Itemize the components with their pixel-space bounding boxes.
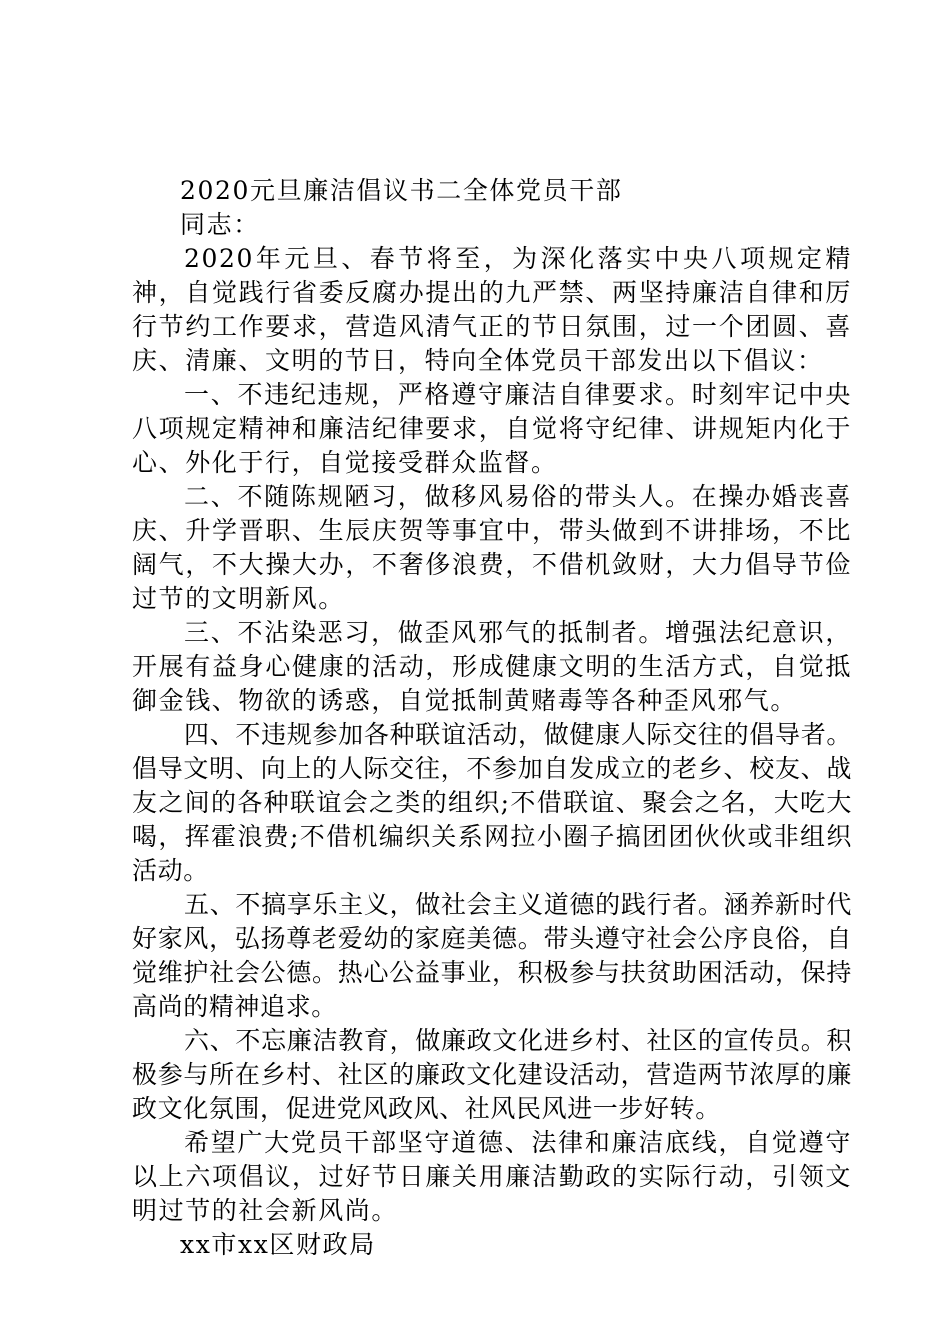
item-1-paragraph: 一、不违纪违规，严格遵守廉洁自律要求。时刻牢记中央八项规定精神和廉洁纪律要求，自觉将守纪律、讲规矩内化于心、外化于行，自觉接受群众监督。 <box>132 380 852 477</box>
document-body <box>132 174 852 1262</box>
greeting: 同志： <box>180 210 260 239</box>
item-5-paragraph: 五、不搞享乐主义，做社会主义道德的践行者。涵养新时代好家风，弘扬尊老爱幼的家庭美德。带头遵守社会公序良俗，自觉维护社会公德。热心公益事业，积极参与扶贫助困活动，保持高尚的精神追求。 <box>132 890 852 1021</box>
item-4-paragraph: 四、不违规参加各种联谊活动，做健康人际交往的倡导者。倡导文明、向上的人际交往，不参加自发成立的老乡、校友、战友之间的各种联谊会之类的组织;不借联谊、聚会之名，大吃大喝，挥霍浪费;不借机编织关系网拉小圈子搞团团伙伙或非组织活动。 <box>132 720 852 885</box>
signature: xx市xx区财政局 <box>180 1230 376 1259</box>
item-2-paragraph: 二、不随陈规陋习，做移风易俗的带头人。在操办婚丧喜庆、升学晋职、生辰庆贺等事宜中，带头做到不讲排场，不比阔气，不大操大办，不奢侈浪费，不借机敛财，大力倡导节俭过节的文明新风。 <box>132 482 852 613</box>
document-title: 2020元旦廉洁倡议书二全体党员干部 <box>180 176 623 205</box>
item-3-paragraph: 三、不沾染恶习，做歪风邪气的抵制者。增强法纪意识，开展有益身心健康的活动，形成健康文明的生活方式，自觉抵御金钱、物欲的诱惑，自觉抵制黄赌毒等各种歪风邪气。 <box>132 618 852 715</box>
item-6-paragraph: 六、不忘廉洁教育，做廉政文化进乡村、社区的宣传员。积极参与所在乡村、社区的廉政文化建设活动，营造两节浓厚的廉政文化氛围，促进党风政风、社风民风进一步好转。 <box>132 1026 852 1123</box>
intro-paragraph: 2020年元旦、春节将至，为深化落实中央八项规定精神，自觉践行省委反腐办提出的九严禁、两坚持廉洁自律和厉行节约工作要求，营造风清气正的节日氛围，过一个团圆、喜庆、清廉、文明的节日，特向全体党员干部发出以下倡议： <box>132 244 852 375</box>
closing-paragraph: 希望广大党员干部坚守道德、法律和廉洁底线，自觉遵守以上六项倡议，过好节日廉关用廉洁勤政的实际行动，引领文明过节的社会新风尚。 <box>132 1128 852 1225</box>
